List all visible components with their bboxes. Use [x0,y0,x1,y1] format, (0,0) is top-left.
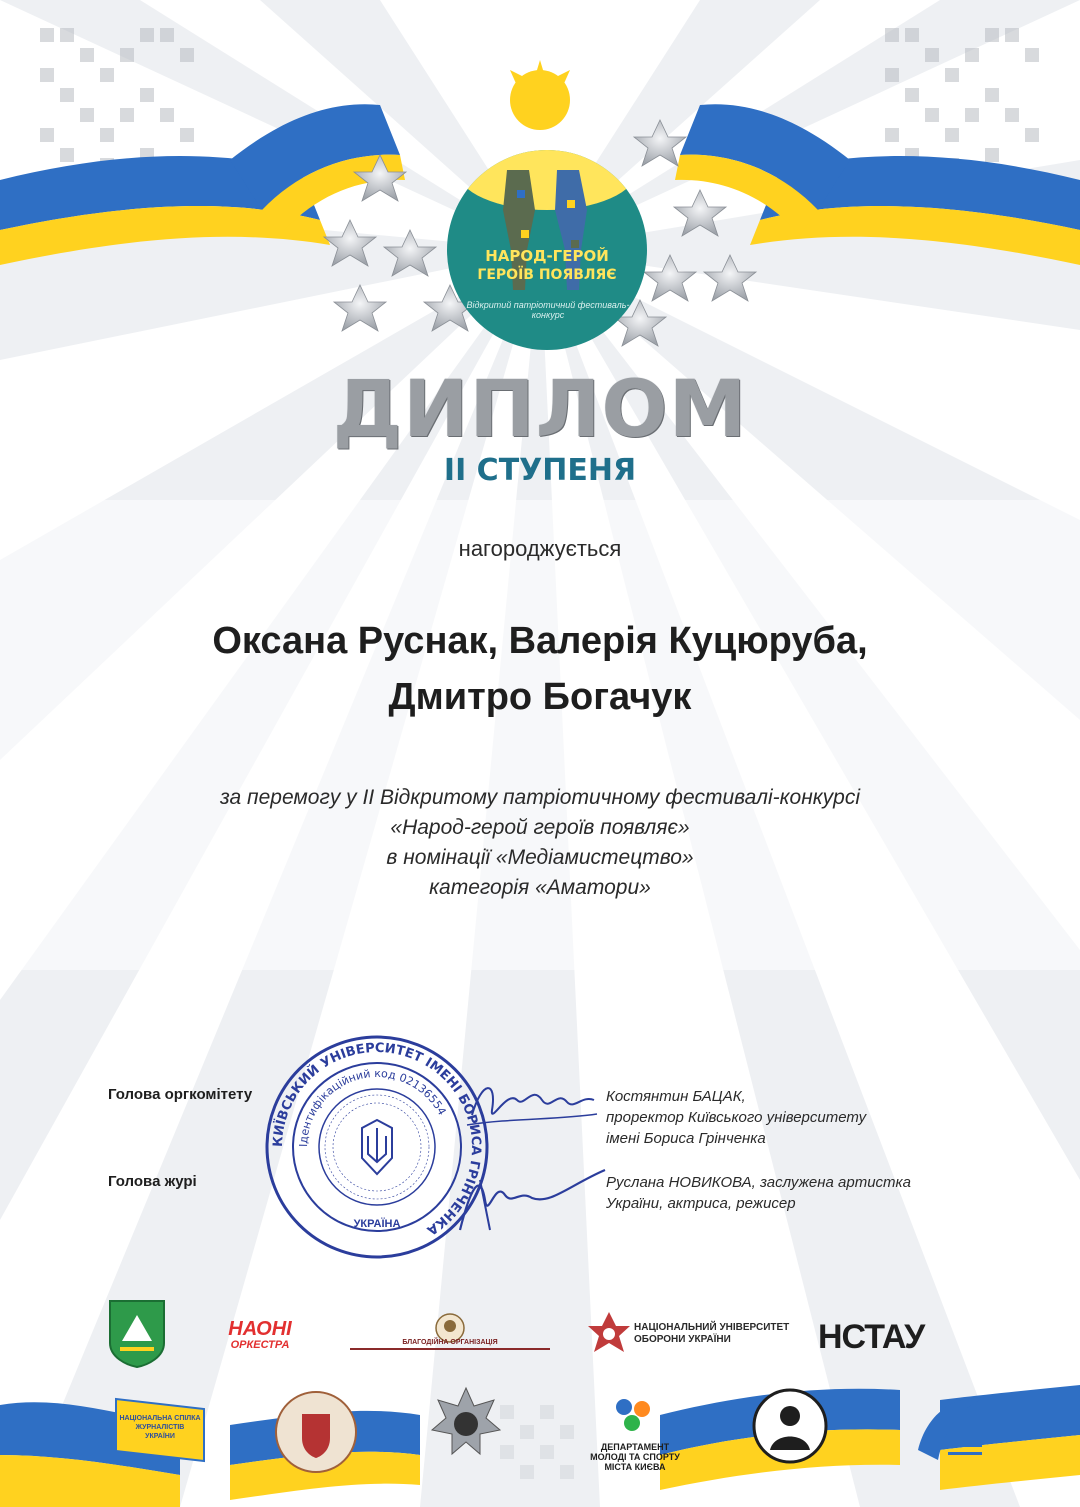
charity-fund-label: БЛАГОДІЙНА ОРГАНІЗАЦІЯ [402,1339,498,1346]
nszhu-line1: НАЦІОНАЛЬНА СПІЛКА [119,1415,201,1422]
academy-emblem [272,1388,360,1476]
star-icon [634,120,686,166]
diploma-title: ДИПЛОМ [332,365,748,455]
role-jury-head: Голова журі [108,1173,197,1190]
signatory-1-line3: імені Бориса Грінченка [606,1130,766,1147]
nstu-logo: НСТАУ [818,1318,925,1356]
star-icon [324,220,376,266]
signatory-1-line1: Костянтин БАЦАК, [606,1088,746,1105]
signature-2 [440,1160,610,1240]
signatory-2-line1: Руслана НОВИКОВА, заслужена артистка [606,1174,911,1191]
reason-line3: в номінації «Медіамистецтво» [386,846,694,869]
naoni-logo-line1: НАОНІ [228,1318,292,1340]
swoosh-emblem [908,1390,988,1470]
police-star-emblem [430,1386,502,1458]
star-icon [354,155,406,201]
journalists-union-text [118,1414,202,1441]
stamp-outer-text: КИЇВСЬКИЙ УНІВЕРСИТЕТ ІМЕНІ БОРИСА ГРІНЧЕНКА [270,1040,484,1238]
nszhu-line2: ЖУРНАЛІСТІВ [135,1424,185,1431]
cossack-emblem [752,1388,828,1464]
nuou-line2: ОБОРОНИ УКРАЇНИ [634,1334,731,1345]
dept-line1: ДЕПАРТАМЕНТ [600,1442,670,1452]
youth-sports-dept-text [580,1442,690,1472]
recipient-names-line2: Дмитро Богачук [388,676,692,718]
logo-arc-text: Відкритий патріотичний фестиваль-конкурс [466,300,630,320]
logo-title-line1: НАРОД-ГЕРОЙ [485,247,609,265]
dept-line3: МІСТА КИЄВА [604,1462,666,1472]
naoni-logo-line2: ОРКЕСТРА [230,1339,290,1351]
stamp-bottom-text: УКРАЇНА [353,1218,401,1230]
reason-line1: за перемогу у II Відкритому патріотичному фестивалі-конкурсі [219,786,861,809]
diploma-degree: II СТУПЕНЯ [443,453,637,488]
logo-title-line2: ГЕРОЇВ ПОЯВЛЯЄ [477,267,617,283]
awarded-label: нагороджується [458,536,622,561]
naoni-logo [214,1318,306,1351]
recipient-names-line1: Оксана Руснак, Валерія Куцюруба, [212,620,868,662]
signatory-2 [606,1172,911,1214]
star-icon [644,255,696,301]
signatory-1 [606,1086,866,1149]
star-icon [334,285,386,331]
university-shield-logo [108,1297,166,1369]
star-icon [384,230,436,276]
signature-1 [462,1070,602,1140]
stamp-inner-text: Ідентифікаційний код 02136554 [296,1066,449,1148]
role-organizing-committee: Голова оргкомітету [108,1086,253,1103]
youth-sports-dept-icon [610,1395,656,1435]
nuou-line1: НАЦІОНАЛЬНИЙ УНІВЕРСИТЕТ [634,1322,790,1333]
star-icon [674,190,726,236]
reason-line2: «Народ-герой героїв появляє» [390,816,690,839]
nuou-logo-text [634,1322,794,1346]
signatory-2-line2: України, актриса, режисер [606,1195,796,1212]
nszhu-line3: УКРАЇНИ [145,1433,175,1440]
reason-line4: категорія «Аматори» [429,876,651,899]
dept-line2: МОЛОДІ ТА СПОРТУ [590,1452,680,1462]
charity-fund-logo [350,1310,550,1360]
signatory-1-line2: проректор Київського університету [606,1109,867,1126]
star-icon [704,255,756,301]
nuou-emblem [586,1310,632,1360]
